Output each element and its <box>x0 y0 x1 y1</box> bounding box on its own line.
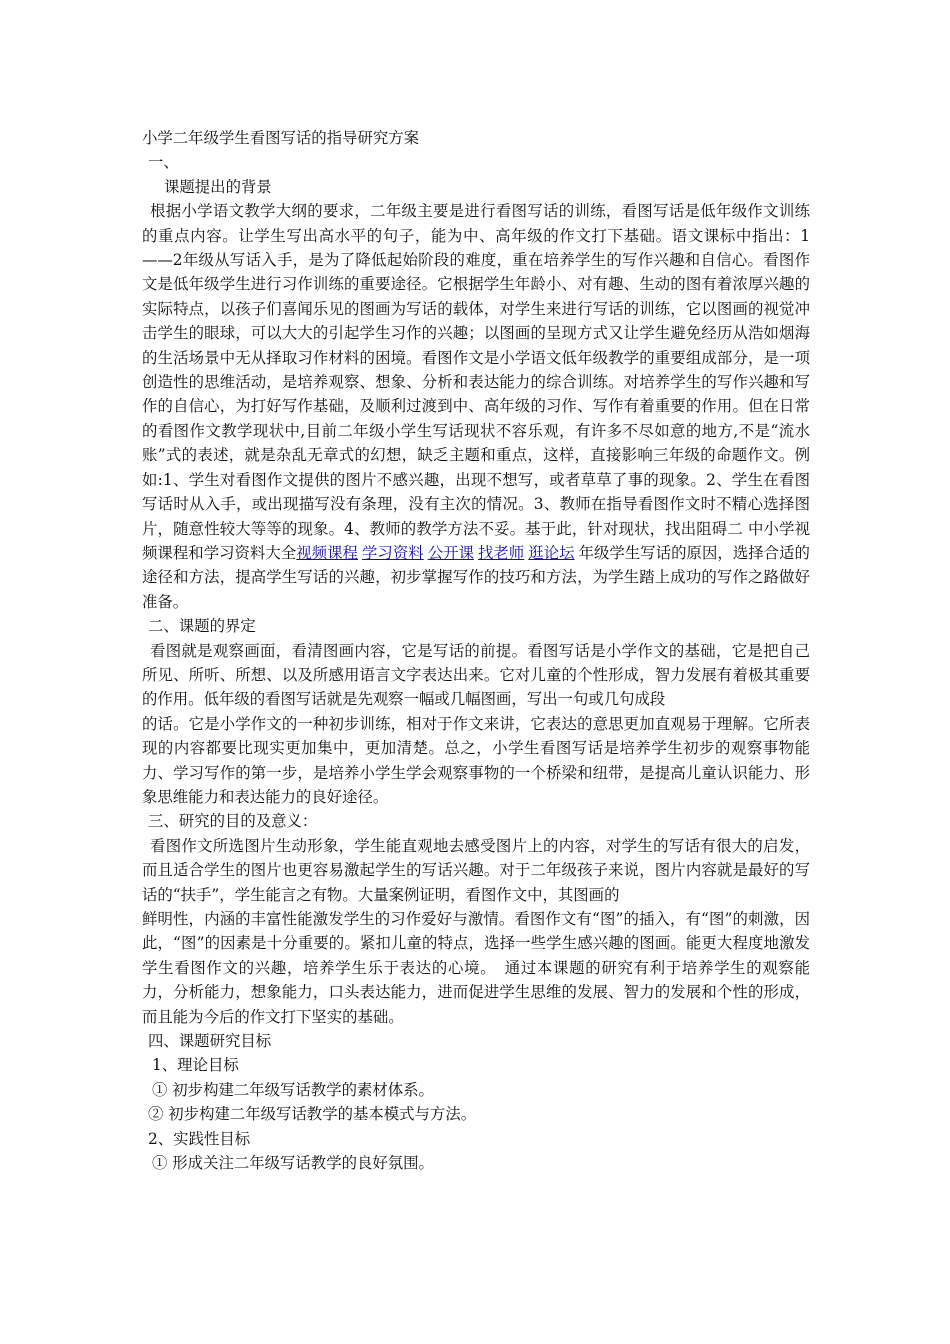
section-2-paragraph-1: 看图就是观察画面，看清图画内容，它是写话的前提。看图写话是小学作文的基础，它是把自己所见、所听、所想、以及所感用语言文字表达出来。它对儿童的个性形成，智力发展有着极其重要的作用。低年级的看图写话就是先观察一幅或几幅图画，写出一句或几句成段 <box>142 641 810 709</box>
section-3-heading: 三、研究的目的及意义： <box>148 812 318 831</box>
link-find-teacher[interactable]: 找老师 <box>478 543 525 562</box>
goal-1-item-1: ① 初步构建二年级写话教学的素材体系。 <box>152 1080 434 1099</box>
section-1-number: 一、 <box>148 153 179 172</box>
link-open-class[interactable]: 公开课 <box>427 543 474 562</box>
section-4-heading: 四、课题研究目标 <box>148 1032 272 1051</box>
section-1-text-tail: 年级学生写话的原因，选择合适的途径和方法，提高学生写话的兴趣，初步掌握写作的技巧和方法，为学生踏上成功的写作之路做好准备。 <box>142 543 810 611</box>
goal-1-item-2: ② 初步构建二年级写话教学的基本模式与方法。 <box>148 1105 477 1124</box>
section-3-paragraph-1: 看图作文所选图片生动形象，学生能直观地去感受图片上的内容，对学生的写话有很大的启发，而且适合学生的图片也更容易激起学生的写话兴趣。对于二年级孩子来说，图片内容就是最好的写话的“扶手”，学生能言之有物。大量案例证明，看图作文中，其图画的 <box>142 836 810 904</box>
section-1-paragraph <box>142 199 810 614</box>
section-1-heading: 课题提出的背景 <box>164 177 272 196</box>
goal-2-heading: 2、实践性目标 <box>148 1129 251 1148</box>
section-2-heading: 二、课题的界定 <box>148 617 256 636</box>
document-title: 小学二年级学生看图写话的指导研究方案 <box>142 129 420 147</box>
link-study-materials[interactable]: 学习资料 <box>362 543 424 562</box>
section-3-paragraph-2: 鲜明性，内涵的丰富性能激发学生的习作爱好与激情。看图作文有“图”的插入，有“图”的刺激，因此，“图”的因素是十分重要的。紧扣儿童的特点，选择一些学生感兴趣的图画。能更大程度地激发学生看图作文的兴趣，培养学生乐于表达的心境。 通过本课题的研究有利于培养学生的观察能力，分析能力，想象能力，口头表达能力，进而促进学生思维的发展、智力的发展和个性的形成，而且能为今后的作文打下坚实的基础。 <box>142 910 810 1026</box>
link-forum[interactable]: 逛论坛 <box>528 543 575 562</box>
section-2-paragraph-2: 的话。它是小学作文的一种初步训练，相对于作文来讲，它表达的意思更加直观易于理解。它所表现的内容都要比现实更加集中，更加清楚。总之，小学生看图写话是培养学生初步的观察事物能力、学习写作的第一步，是培养小学生学会观察事物的一个桥梁和纽带，是提高儿童认识能力、形象思维能力和表达能力的良好途径。 <box>142 714 810 806</box>
goal-1-heading: 1、理论目标 <box>152 1056 239 1075</box>
section-1-text: 根据小学语文教学大纲的要求，二年级主要是进行看图写话的训练，看图写话是低年级作文训练的重点内容。让学生写出高水平的句子，能为中、高年级的作文打下基础。语文课标中指出：1——2年级从写话入手，是为了降低起始阶段的难度，重在培养学生的写作兴趣和自信心。看图作文是低年级学生进行习作训练的重要途径。它根据学生年龄小、对有趣、生动的图有着浓厚兴趣的实际特点，以孩子们喜闻乐见的图画为写话的载体，对学生来进行写话的训练，它以图画的视觉冲击学生的眼球，可以大大的引起学生习作的兴趣；以图画的呈现方式又让学生避免经历从浩如烟海的生活场景中无从择取习作材料的困境。看图作文是小学语文低年级教学的重要组成部分，是一项创造性的思维活动，是培养观察、想象、分析和表达能力的综合训练。对培养学生的写作兴趣和写作的自信心，为打好写作基础，及顺利过渡到中、高年级的习作、写作有着重要的作用。但在日常的看图作文教学现状中,目前二年级小学生写话现状不容乐观，有许多不尽如意的地方,不是“流水账”式的表述，就是杂乱无章式的幻想，缺乏主题和重点，这样，直接影响三年级的命题作文。例如:1、学生对看图作文提供的图片不感兴趣，出现不想写，或者草草了事的现象。2、学生在看图写话时从入手，或出现描写没有条理，没有主次的情况。3、教师在指导看图作文时不精心选择图片，随意性较大等等的现象。4、教师的教学方法不妥。基于此，针对现状，找出阻碍二 中小学视频课程和学习资料大全 <box>142 202 810 562</box>
goal-2-item-1: ① 形成关注二年级写话教学的良好氛围。 <box>152 1154 434 1173</box>
link-video-courses[interactable]: 视频课程 <box>296 543 358 562</box>
document-body <box>142 126 810 1175</box>
